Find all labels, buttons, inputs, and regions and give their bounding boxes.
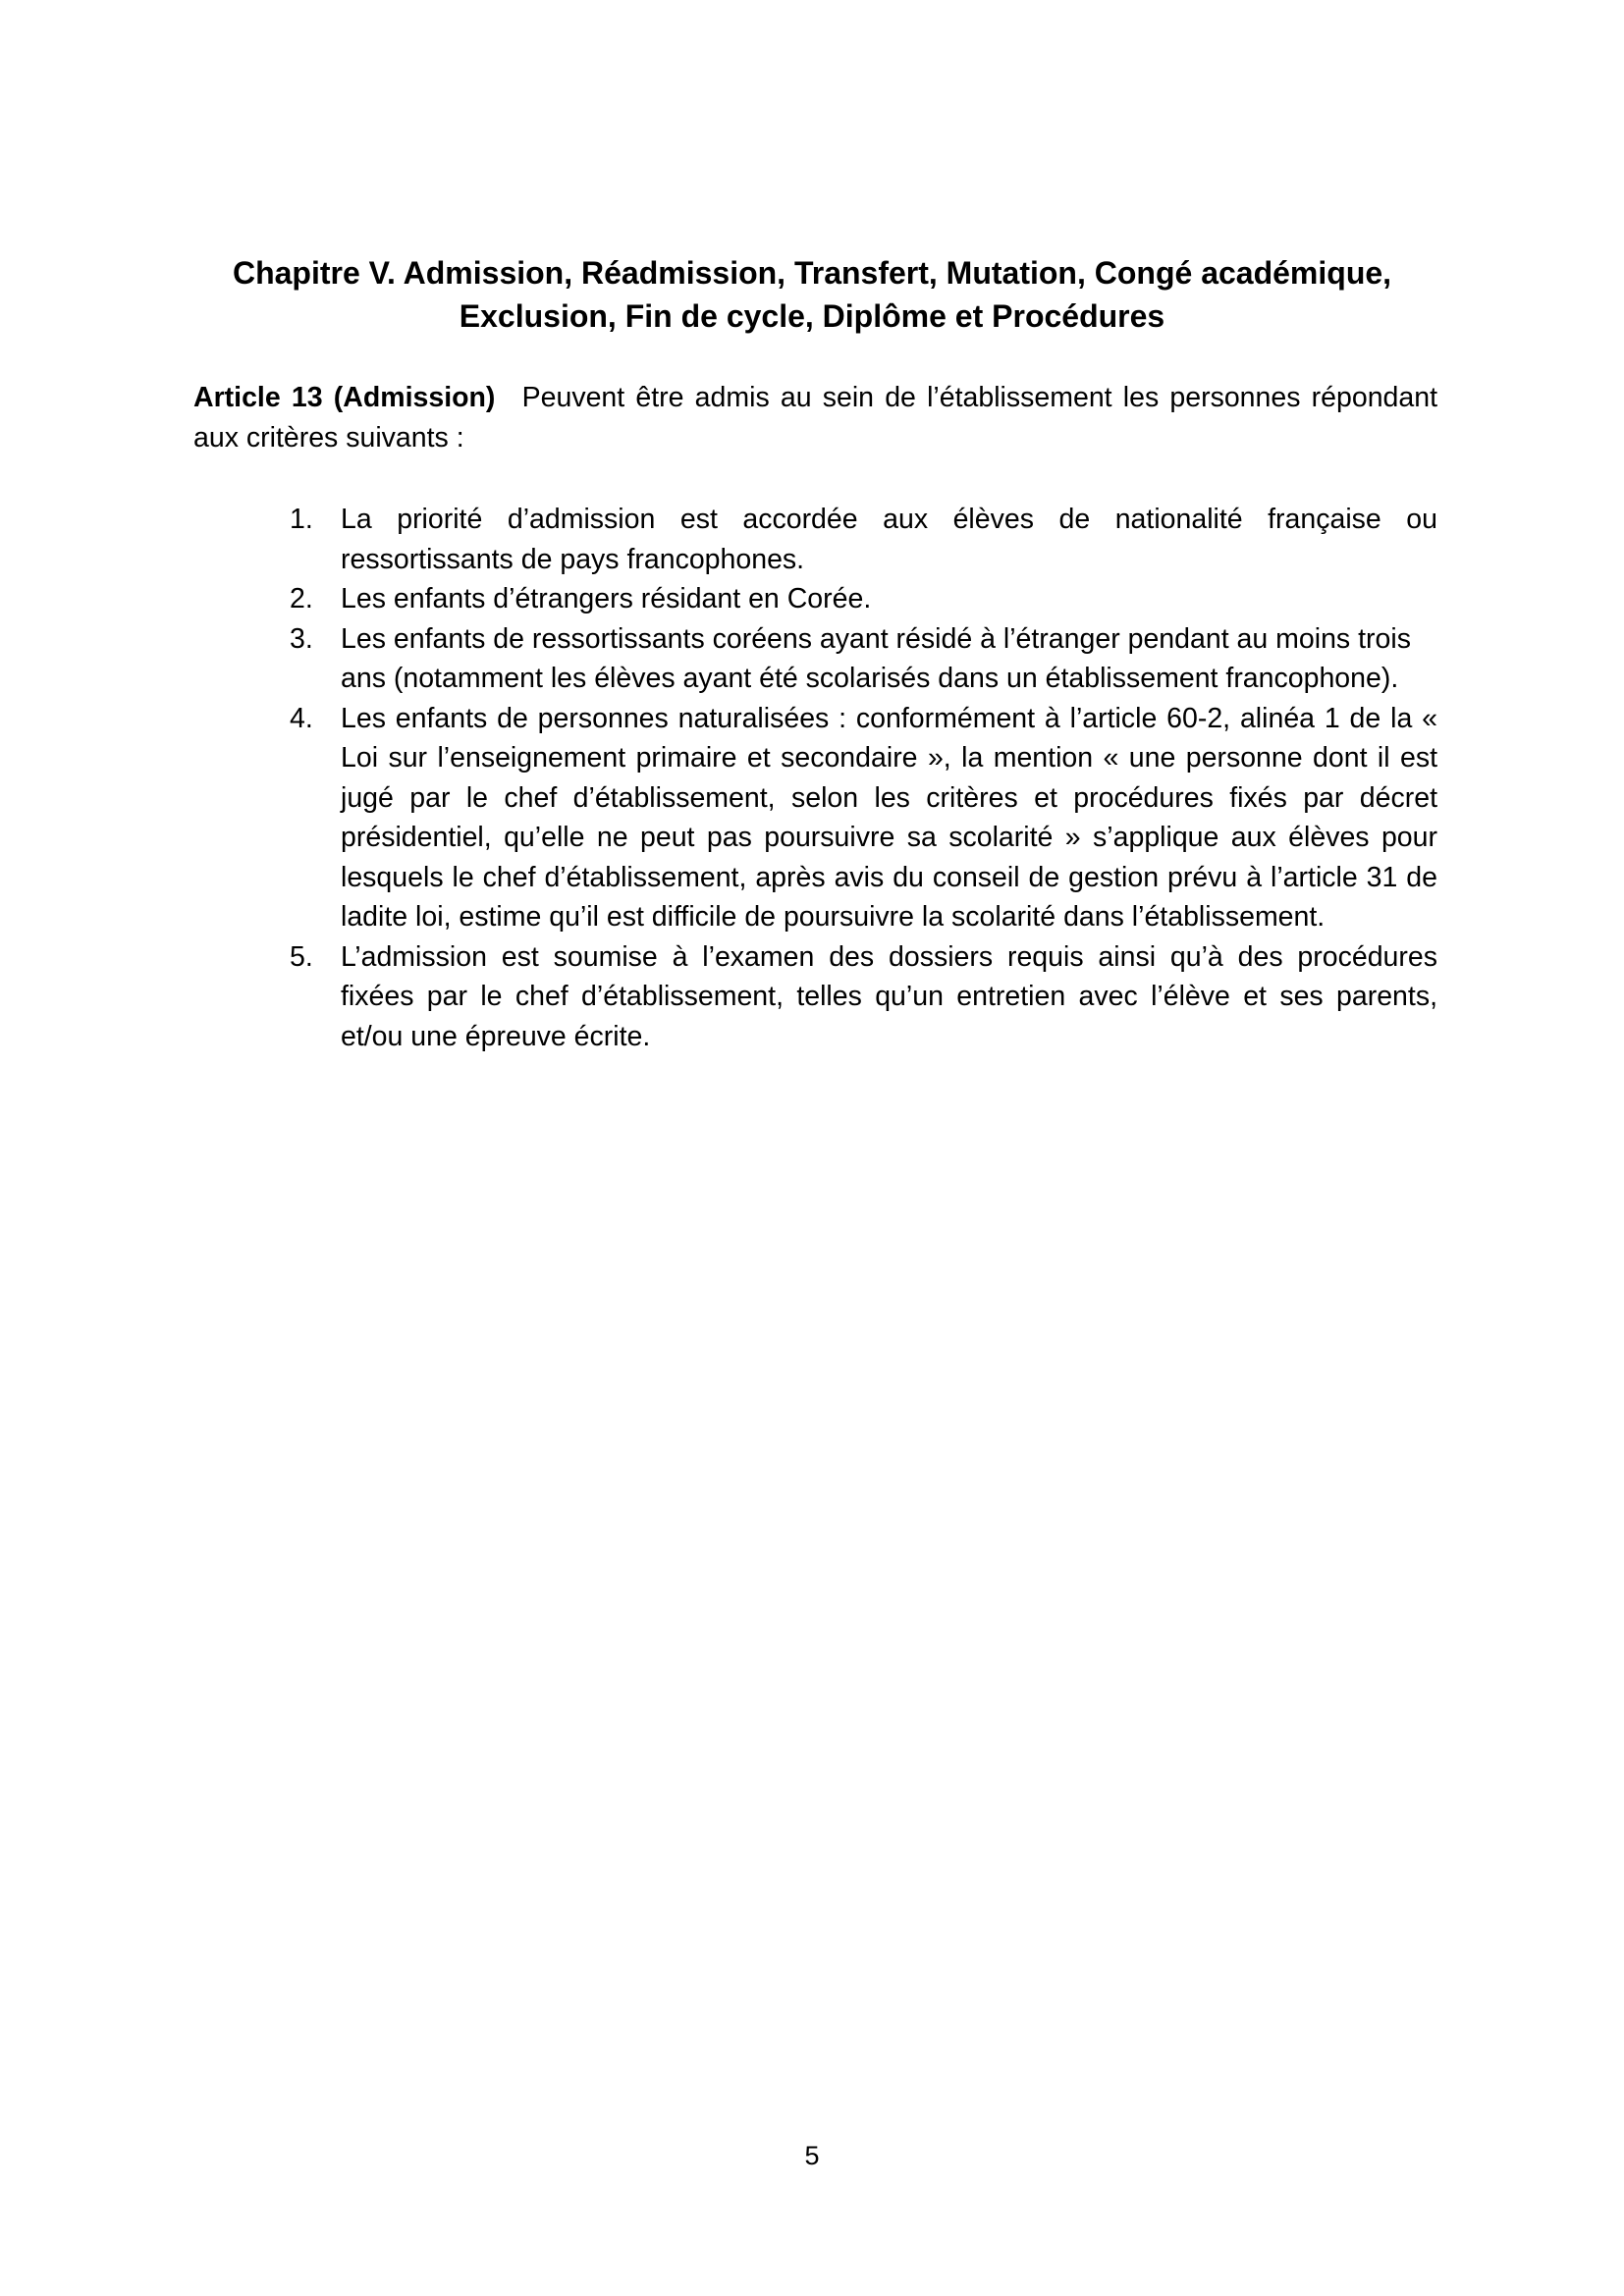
article-intro-paragraph — [193, 378, 1437, 457]
page-number: 5 — [804, 2141, 820, 2170]
list-item-number: 4. — [290, 702, 313, 734]
list-item-number: 2. — [290, 583, 313, 614]
list-item-text: Les enfants d’étrangers résidant en Corée. — [341, 583, 872, 614]
chapter-title-line-1: Chapitre V. Admission, Réadmission, Transfert, Mutation, Congé académique, — [232, 255, 1392, 291]
list-item — [275, 699, 1437, 937]
list-item-number: 1. — [290, 504, 313, 535]
list-item-text: Les enfants de ressortissants coréens ayant résidé à l’étranger pendant au moins trois ans (notamment les élèves ayant été scolarisés dans un établissement francophone). — [341, 622, 1411, 694]
list-item-text: La priorité d’admission est accordée aux élèves de nationalité française ou ressortissants de pays francophones. — [341, 504, 1437, 575]
admission-criteria-list — [275, 500, 1437, 1056]
chapter-title — [157, 251, 1467, 338]
list-item-number: 3. — [290, 622, 313, 655]
list-item-text: Les enfants de personnes naturalisées : conformément à l’article 60-2, alinéa 1 de la « Loi sur l’enseignement primaire et secondaire », la mention « une personne dont il est jugé par le chef d’établissement, selon les critères et procédures fixés par décret présidentiel, qu’elle ne peut pas poursuivre sa scolarité » s’applique aux élèves pour lesquels le chef d’établissement, après avis du conseil de gestion prévu à l’article 31 de ladite loi, estime qu’il est difficile de poursuivre la scolarité dans l’établissement. — [341, 702, 1437, 933]
list-item — [275, 937, 1437, 1057]
article-intro-text: Peuvent être admis au sein de l’établissement les personnes répondant aux critères suivants : — [193, 382, 1438, 454]
chapter-title-line-2: Exclusion, Fin de cycle, Diplôme et Procédures — [459, 298, 1165, 334]
list-item-number: 5. — [290, 940, 313, 973]
list-item — [275, 500, 1437, 579]
article-label: Article 13 (Admission) — [193, 382, 496, 413]
list-item-text: L’admission est soumise à l’examen des dossiers requis ainsi qu’à des procédures fixées par le chef d’établissement, telles qu’un entretien avec l’élève et ses parents, et/ou une épreuve écrite. — [341, 940, 1437, 1052]
list-item — [275, 619, 1437, 699]
list-item — [275, 579, 1437, 619]
